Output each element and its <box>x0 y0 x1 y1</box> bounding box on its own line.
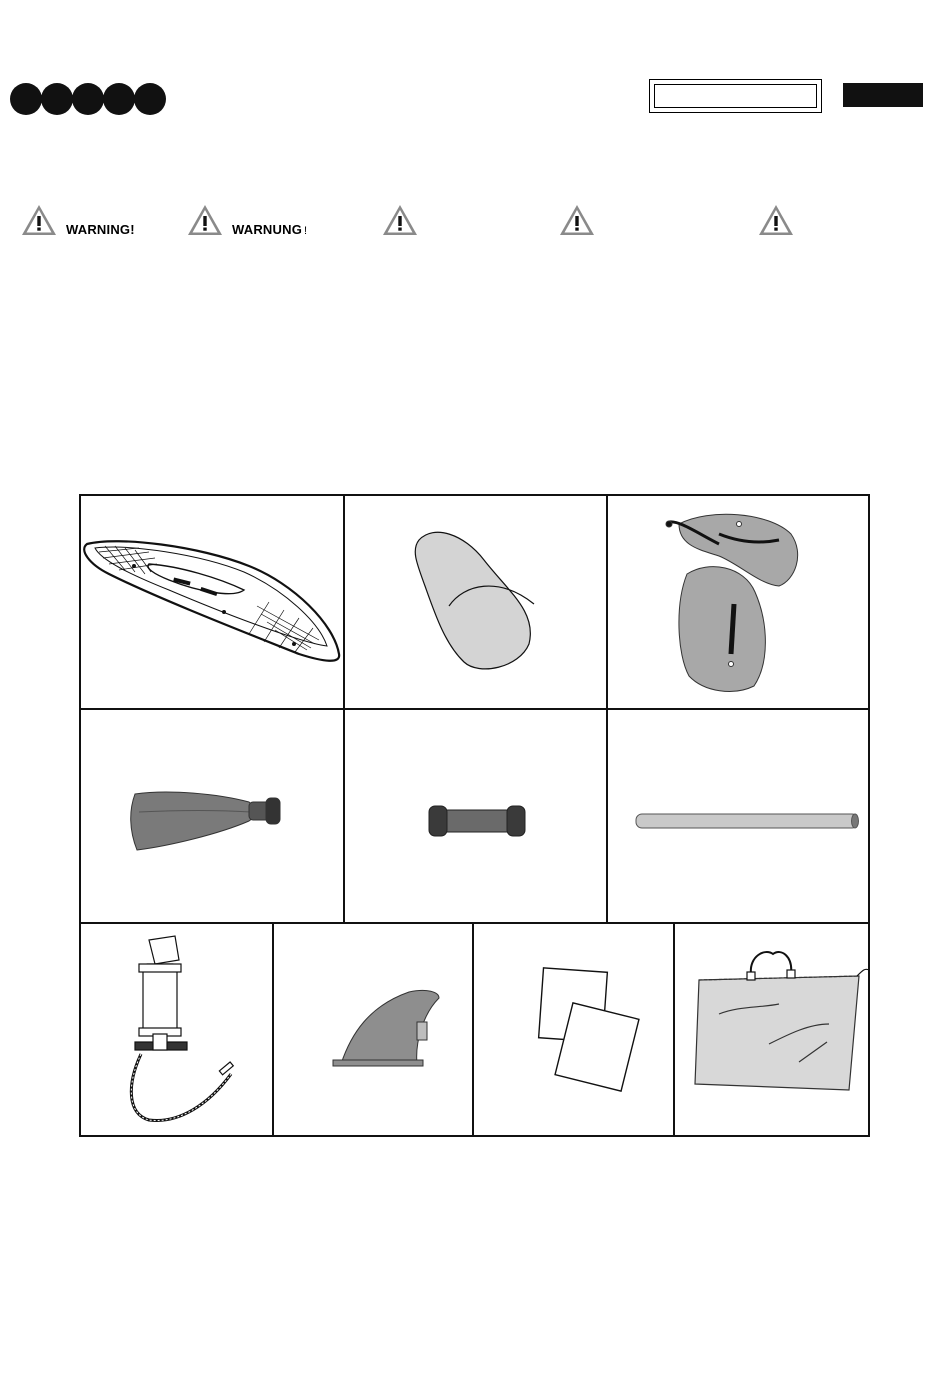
warning-4 <box>558 203 596 237</box>
brand-logo-dots <box>10 83 165 115</box>
warning-triangle-icon <box>381 203 419 237</box>
inflatable-board-image <box>84 541 339 661</box>
seat-cushion-image <box>415 532 534 669</box>
warning-3 <box>381 203 419 237</box>
warning-triangle-icon <box>558 203 596 237</box>
warning-label-suffix: ! <box>304 225 308 237</box>
paddle-connector-image <box>429 806 525 836</box>
paddle-blade-image <box>131 792 280 850</box>
logo-dot <box>103 83 135 115</box>
logo-dot <box>10 83 42 115</box>
parts-list-grid <box>79 494 870 1137</box>
warning-de <box>186 203 307 237</box>
logo-dot <box>134 83 166 115</box>
model-number-value <box>654 84 817 108</box>
warning-triangle-icon <box>186 203 224 237</box>
hand-pump-image <box>131 936 233 1121</box>
warning-triangle-icon <box>20 203 58 237</box>
warning-triangle-icon <box>757 203 795 237</box>
warning-5 <box>757 203 795 237</box>
language-tab <box>843 83 923 107</box>
model-number-box <box>649 79 822 113</box>
warning-en <box>20 203 135 237</box>
backrest-seat-image <box>666 514 798 691</box>
repair-patches-image <box>539 968 639 1091</box>
warning-label: WARNUNG <box>232 222 303 237</box>
fin-image <box>333 990 439 1066</box>
warning-label: WARNING! <box>66 222 135 237</box>
paddle-shaft-image <box>636 814 859 828</box>
logo-dot <box>41 83 73 115</box>
carry-bag-image <box>695 952 869 1090</box>
logo-dot <box>72 83 104 115</box>
